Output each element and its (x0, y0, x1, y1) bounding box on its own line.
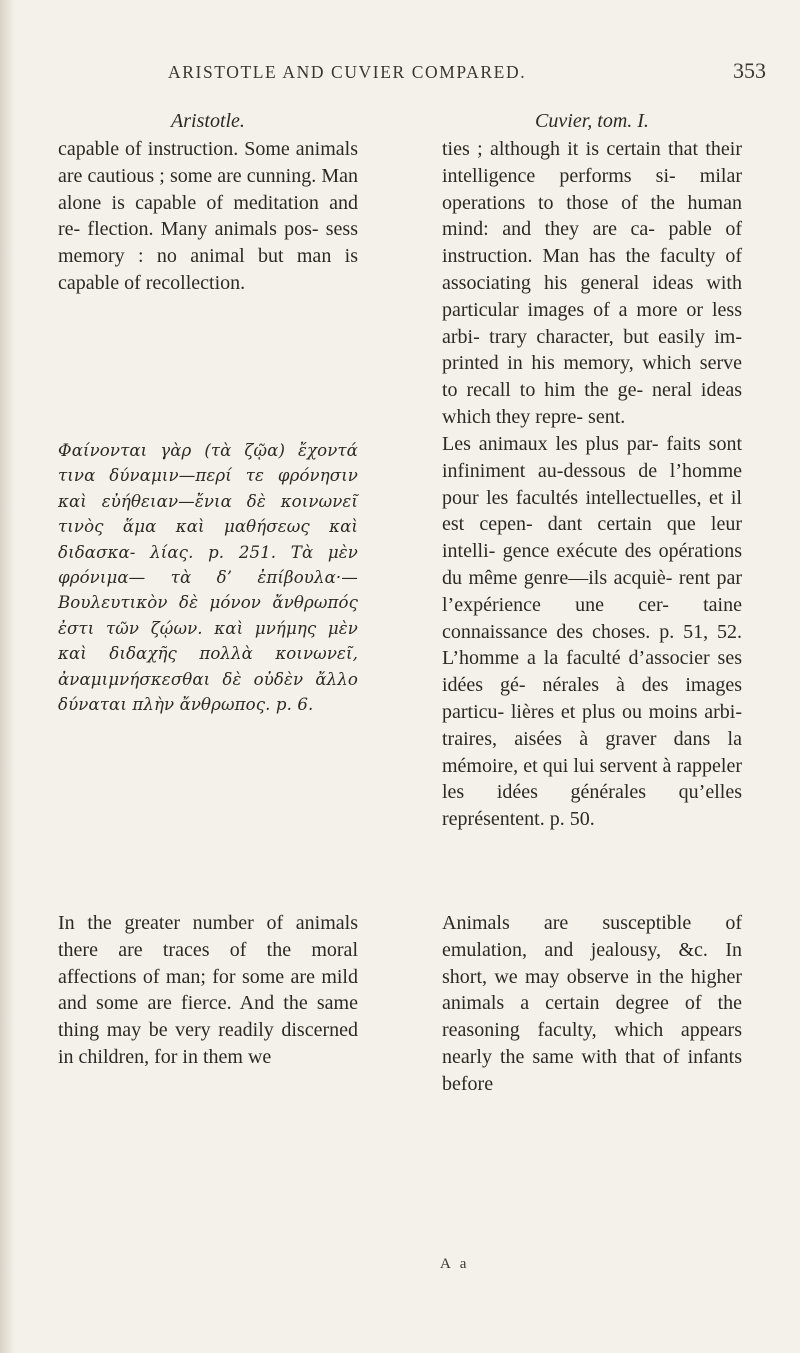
left-english-paragraph-1: capable of instruction. Some animals are cautious ; some are cunning. Man alone is capable of meditation and re- flection. Many animals pos- sess memory : no animal but man is capable of recollection. (58, 138, 358, 294)
page-number: 353 (733, 58, 766, 83)
right-english-paragraph-1: ties ; although it is certain that their intelligence performs si- milar operations to those of the human mind: and they are ca- pable of instruction. Man has the faculty of associating his general ideas with particular images of a more or less arbi- trary character, but easily im- printed in his memory, which serve to recall to him the ge- neral ideas which they repre- sent. (442, 138, 742, 428)
running-head: ARISTOTLE AND CUVIER COMPARED. (168, 62, 527, 82)
left-column (58, 108, 358, 1068)
right-column (442, 108, 742, 1095)
left-english-paragraph-2: In the greater number of animals there are traces of the moral affections of man; for some are mild and some are fierce. And the same thing may be very readily discerned in children, for in them we (58, 912, 358, 1068)
right-french-paragraph: Les animaux les plus par- faits sont infiniment au-dessous de l’homme pour les facultés intellectuelles, et il est cepen- dant certain que leur intelli- gence exécute des opérations du même genre—ils acquiè- rent par l’expérience une cer- taine connaissance des choses. p. 51, 52. L’homme a la faculté d’associer ses idées gé- nérales à des images particu- lières et plus ou moins arbi- traires, aisées à graver dans la mémoire, et qui lui servent à rappeler les idées générales qu’elles représentent. p. 50. (442, 433, 742, 831)
signature-mark: A a (440, 1256, 470, 1272)
right-column-title: Cuvier, tom. I. (535, 110, 649, 132)
page-gutter-shadow (0, 0, 14, 1353)
right-english-paragraph-2: Animals are susceptible of emulation, and jealousy, &c. In short, we may observe in the higher animals a certain degree of the reasoning faculty, which appears nearly the same with that of infants before (442, 912, 742, 1095)
left-column-title: Aristotle. (171, 110, 245, 132)
left-greek-paragraph: Φαίνονται γὰρ (τὰ ζῷα) ἔχοντά τινα δύναμιν—περί τε φρόνησιν καὶ εὐήθειαν—ἔνια δὲ κοινωνεῖ τινὸς ἅμα καὶ μαθήσεως καὶ διδασκα- λίας. p. 251. Τὰ μὲν φρόνιμα— τὰ δ’ ἐπίβουλα·—Βουλευτικὸν δὲ μόνον ἄνθρωπός ἐστι τῶν ζῴων. καὶ μνήμης μὲν καὶ διδαχῆς πολλὰ κοινωνεῖ, ἀναμιμνήσκεσθαι δὲ οὐδὲν ἄλλο δύναται πλὴν ἄνθρωπος. p. 6. (58, 441, 358, 715)
